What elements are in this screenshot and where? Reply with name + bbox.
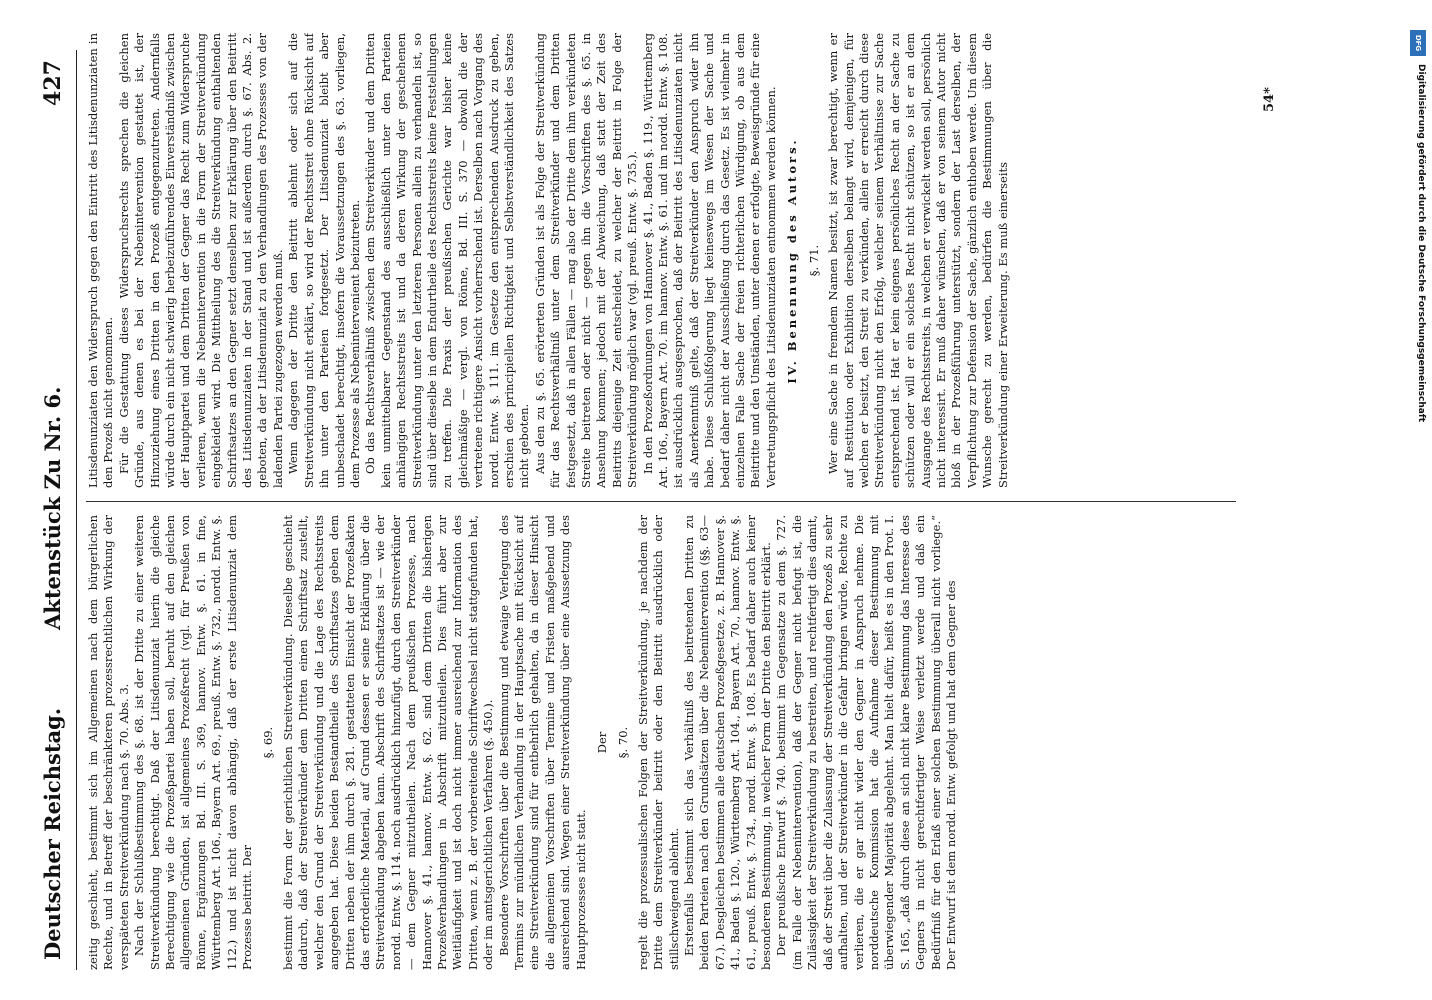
paragraph: regelt die prozessualischen Folgen der Streitverkündung, je nachdem der Dritte dem Streitverkünder beitritt oder den Beitritt ausdrücklich oder stillschweigend ablehnt. [635,515,681,970]
header-rule [76,50,77,970]
paragraph: Besondere Vorschriften über die Bestimmung und etwaige Verlegung des Termins zur mündlichen Verhandlung in der Hauptsache mit Rücksicht auf eine Streitverkündung sind für entbehrlich gehalten, da in dieser Hinsicht die allgemeinen Vorschriften über Termine und Fristen maßgebend und ausreichend sind. Wegen einer Streitverkündung über eine Aussetzung des Hauptprozesses nicht statt. [496,515,588,970]
dfg-logo: DFG [1410,30,1426,56]
header-left: Deutscher Reichstag. [40,707,65,960]
paragraph: bestimmt die Form der gerichtlichen Streitverkündung. Dieselbe geschieht dadurch, daß der Streitverkünder dem Dritten einen Schriftsatz zustellt, welcher den Grund der Streitverkündung und die Lage des Rechtsstreits angegeben hat. Diese beiden Bestandtheile des Schriftsatzes geben dem Dritten neben der ihm durch §. 281. gestatteten Einsicht der Prozeßakten das erforderliche Material, auf Grund dessen er seine Erklärung über die Streitverkündung abgeben kann. Abschrift des Schriftsatzes ist — wie der nordd. Entw. §. 114. noch ausdrücklich hinzufügt, durch den Streitverkünder — dem Gegner mitzutheilen. Nach dem preußischen Prozesse, nach Hannover §. 41., hannov. Entw. §. 62. sind dem Dritten die bisherigen Prozeßverhandlungen in Abschrift mitzutheilen. Dies führt aber zur Weitläufigkeit und ist doch nicht immer ausreichend zur Information des Dritten, wenn z. B. der vorbereitende Schriftwechsel nicht stattgefunden hat, oder im amtsgerichtlichen Verfahren (§. 450.). [280,515,496,970]
paragraph-lead: Der [595,731,609,754]
paragraph: Litisdenunziaten den Widerspruch gegen den Eintritt des Litisdenunziaten in den Prozeß nicht genommen. [86,33,116,488]
paragraph: Wenn dagegen der Dritte den Beitritt ablehnt oder sich auf die Streitverkündung nicht erklärt, so wird der Rechtsstreit ohne Rücksicht auf ihn unter den Parteien fortgesetzt. Der Litisdenunziat bleibt aber unbeschadet berechtigt, insofern die Voraussetzungen des §. 63. vorliegen, dem Prozesse als Nebenintervenient beizutreten. [286,33,362,488]
paragraph: Wer eine Sache in fremdem Namen besitzt, ist zwar berechtigt, wenn er auf Restitution oder Exhibition derselben belangt wird, demjenigen, für welchen er besitzt, den Streit zu verkünden, allein er erreicht durch diese Streitverkündung nicht den Erfolg, welcher seinem Verhältnisse zur Sache entsprechend ist. Hat er kein eigenes persönliches Recht an der Sache zu schützen oder will er ein solches Recht nicht schützen, so ist er an dem Ausgange des Rechtsstreits, in welchen er verwickelt werden soll, persönlich nicht interessirt. Er muß daher wünschen, daß er von seinem Autor nicht bloß in der Prozeßführung unterstützt, sondern der Last derselben, der Verpflichtung zur Defension der Sache, gänzlich enthoben werde. Um diesem Wunsche gerecht zu werden, bedürfen die Bestimmungen über die Streitverkündung einer Erweiterung. Es muß einerseits [826,33,1010,488]
signature-mark: 54* [1262,87,1277,112]
paragraph: Der preußische Entwurf §. 740. bestimmt im Gegensatze zu dem §. 727. (im Falle der Nebenintervention), daß der Gegner nicht befugt ist, die Zulässigkeit der Streitverkündung zu bestreiten, und rechtfertigt dies damit, daß der Streit über die Zulassung der Streitverkündung den Prozeß zu sehr aufhalten, und der Streitverkünder in die Gefahr bringen würde, Rechte zu verlieren, die er gar nicht wider den Gegner in Anspruch nehme. Die norddeutsche Kommission hat die Aufnahme dieser Bestimmung mit überwiegender Majorität abgelehnt. Man hielt dafür, heißt es in den Prot. I. S. 165, „daß durch diese an sich nicht klare Bestimmung das Interesse des Gegners in nicht gerechtfertigter Weise verletzt werde und daß ein Bedürfniß für den Erlaß einer solchen Bestimmung überall nicht vorliege.“ Der Entwurf ist dem nordd. Entw. gefolgt und hat dem Gegner des [774,515,958,970]
page-header [40,60,76,960]
header-center: Aktenstück Zu Nr. 6. [40,386,65,630]
right-column [86,33,1236,488]
digitization-note: Digitalisierung gefördert durch die Deutsche Forschungsgemeinschaft [1416,64,1426,423]
paragraph-number: §. 70. [616,726,631,759]
paragraph-number: §. 71. [806,244,821,277]
digitization-stamp [1406,30,1428,990]
paragraph: In den Prozeßordnungen von Hannover §. 41., Baden §. 119., Württemberg Art. 106., Bayern Art. 70. im hannov. Entw. §. 61. und im nordd. Entw. §. 108. ist ausdrücklich ausgesprochen, daß der Beitritt des Litisdenunziaten nicht als Anerkenntniß gelte, daß der Streitverkünder den Anspruch wider ihn habe. Diese Schlußfolgerung liegt keineswegs im Wesen der Sache und bedarf daher nicht der Ausschließung durch das Gesetz. Es ist vielmehr in einzelnen Falle Sache der freien richterlichen Würdigung, ob aus dem Beitritte und den Umständen, unter denen er erfolgte, Beweisgründe für eine Vertretungspflicht des Litisdenunziaten entnommen werden können. [640,33,778,488]
paragraph: Ob das Rechtsverhältniß zwischen dem Streitverkünder und dem Dritten kein unmittelbarer Gegenstand des ausschließlich unter den Parteien anhängigen Rechtsstreits ist und da deren Wirkung der geschehenen Streitverkündung unter den letzteren Personen allein zu verhandeln ist, so sind über dieselbe in dem Endurtheile des Rechtsstreits keine Feststellungen zu treffen. Die Praxis der preußischen Gerichte war bisher keine gleichmäßige — vergl. von Rönne, Bd. III. S. 370 — obwohl die der vertretene richtigere Ansicht vorherrschend ist. Derselben nach Vorgang des nordd. Entw. §. 111. im Gesetze den entsprechenden Ausdruck zu geben, erschien des principiellen Richtigkeit und Selbstverständlichkeit des Satzes nicht geboten. [363,33,532,488]
paragraph: zeitig geschieht, bestimmt sich im Allgemeinen nach dem bürgerlichen Rechte, und in Betreff der beschränkteren prozessrechtlichen Wirkung der verspäteten Streitverkündung nach §. 70. Abs. 3. [86,515,131,970]
paragraph: Nach der Schlußbestimmung des §. 68. ist der Dritte zu einer weiteren Streitverkündung berechtigt. Daß der Litisdenunziat hierin die gleiche Berechtigung wie die Prozeßpartei haben soll, beruht auf den gleichen allgemeinen Gründen, ist allgemeines Prozeßrecht (vgl. für Preußen von Rönne, Ergänzungen Bd. III. S. 369, hannov. Entw. §. 61. in fine, Württemberg Art. 106., Bayern Art. 69., preuß. Entw. §. 732., nordd. Entw. §. 112.) und ist nicht davon abhängig, daß der erste Litisdenunziat dem Prozesse beitritt. Der [132,515,255,970]
column-separator [86,501,1236,502]
page-number: 427 [40,60,66,106]
section-title: IV. Benennung des Autors. [785,137,800,384]
paragraph: Erstenfalls bestimmt sich das Verhältniß des beitretenden Dritten zu beiden Parteien nach den Grundsätzen über die Nebenintervention (§§. 63—67.). Desgleichen bestimmen alle deutschen Prozeßgesetze, z. B. Hannover §. 41., Baden §. 120., Württemberg Art. 104., Bayern Art. 70., hannov. Entw. §. 61., preuß. Entw. §. 734., nordd. Entw. §. 108. Es bedarf daher auch keiner besonderen Bestimmung, in welcher Form der Dritte den Beitritt erklärt. [682,515,774,970]
left-column [86,515,1236,970]
paragraph-number: §. 69. [261,726,276,759]
paragraph: Aus den zu §. 65. erörterten Gründen ist als Folge der Streitverkündung für das Rechtsverhältniß unter dem Streitverkünder und dem Dritten festgesetzt, daß in allen Fällen — mag also der Dritte dem ihm verkündeten Streite beitreten oder nicht — gegen ihn die Vorschriften des §. 65. in Ansehung kommen; jedoch mit der Abweichung, daß statt der Zeit des Beitritts diejenige Zeit entscheidet, zu welcher der Beitritt in Folge der Streitverkündung möglich war (vgl. preuß. Entw. §. 735.). [532,33,640,488]
paragraph: Für die Gestattung dieses Widerspruchsrechts sprechen die gleichen Gründe, aus denen es bei der Nebenintervention gestattet ist, der Hinzuziehung eines Dritten in den Prozeß entgegenzutreten. Andernfalls würde durch ein nicht schwierig herbeizuführendes Einverständniß zwischen der Hauptpartei und dem Dritten der Gegner das Recht zum Widerspruche verlieren, wenn die Nebenintervention in die Form der Streitverkündung eingekleidet wird. Die Mittheilung des die Streitverkündung enthaltenden Schriftsatzes an den Gegner setzt denselben zur Erklärung über den Beitritt des Litisdenunziaten in der Stand und ist außerdem durch §. 67. Abs. 2. geboten, da der Litisdenunziat zu den Verhandlungen des Prozesses von der ladenden Partei zugezogen werden muß. [116,33,285,488]
